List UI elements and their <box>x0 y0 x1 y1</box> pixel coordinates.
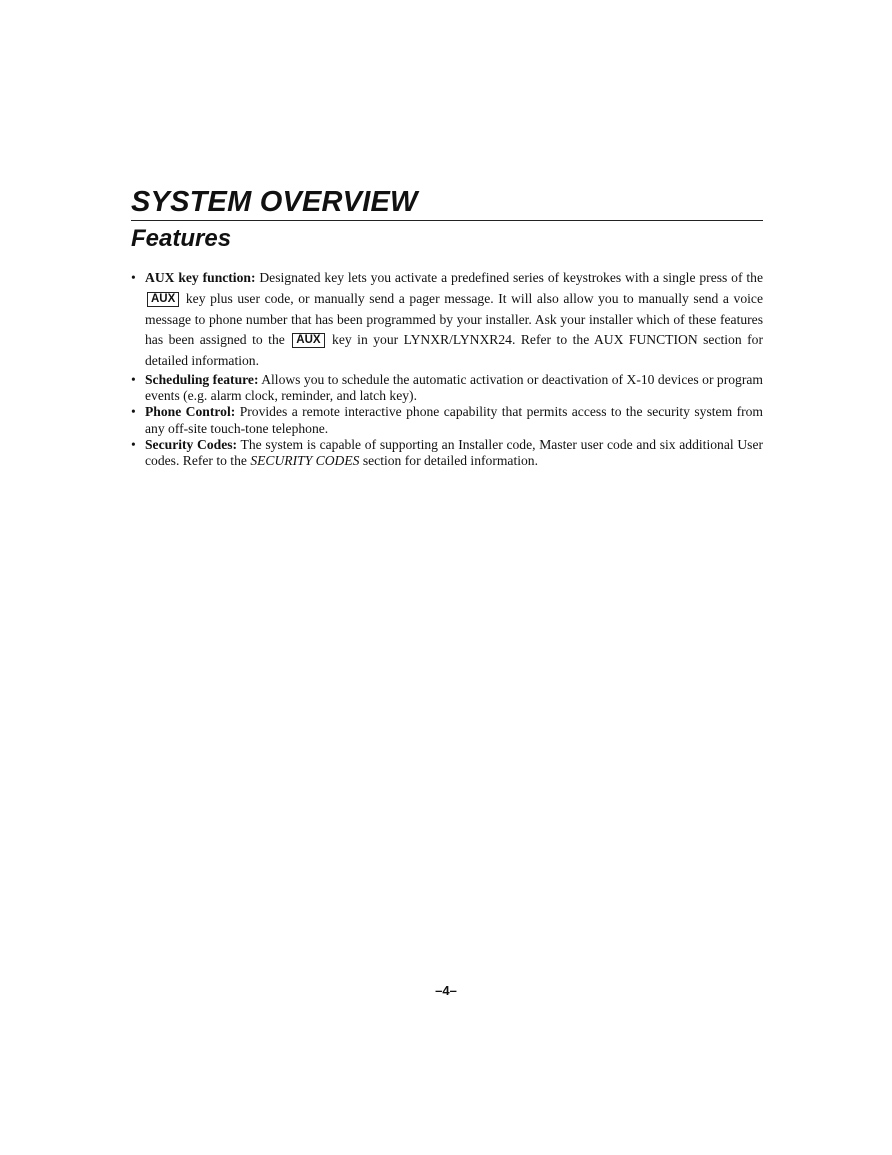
feature-item-phone-control <box>131 404 763 436</box>
feature-item-security-codes <box>131 437 763 469</box>
feature-list <box>131 268 763 469</box>
feature-text: The system is capable of supporting an Installer code, Master user code and six additional User codes. Refer to the <box>145 436 764 468</box>
bullet-icon: • <box>131 404 136 420</box>
feature-item-aux-key <box>131 268 763 372</box>
feature-item-scheduling <box>131 372 763 404</box>
aux-key-icon: AUX <box>292 333 324 348</box>
section-title: SYSTEM OVERVIEW <box>131 186 763 221</box>
bullet-icon: • <box>131 270 136 285</box>
feature-text: key in your LYNXR/LYNXR24. Refer to the AUX FUNCTION section for detailed information. <box>145 332 763 369</box>
page-content <box>131 186 763 469</box>
feature-term: Scheduling feature: <box>145 371 259 387</box>
subsection-title: Features <box>131 225 232 252</box>
feature-term: Security Codes: <box>145 436 238 452</box>
feature-term: AUX key function: <box>145 270 256 285</box>
section-reference: SECURITY CODES <box>250 453 360 468</box>
feature-term: Phone Control: <box>145 404 236 420</box>
feature-text: section for detailed information. <box>359 453 539 468</box>
feature-text: Provides a remote interactive phone capability that permits access to the security system from any off-site touch-tone telephone. <box>145 404 763 436</box>
feature-text: Designated key lets you activate a predefined series of keystrokes with a single press of the <box>255 270 763 285</box>
bullet-icon: • <box>131 371 136 387</box>
aux-key-icon: AUX <box>147 292 179 307</box>
page-number: –4– <box>435 983 457 998</box>
feature-text: key plus user code, or manually send a pager message. It will also allow you to manually send a voice message to phone number that has been programmed by your installer. Ask your installer which of these features has been assigned to the <box>145 290 763 348</box>
feature-text: Allows you to schedule the automatic activation or deactivation of X-10 devices or program events (e.g. alarm clock, reminder, and latch key). <box>145 371 763 404</box>
bullet-icon: • <box>131 436 136 452</box>
